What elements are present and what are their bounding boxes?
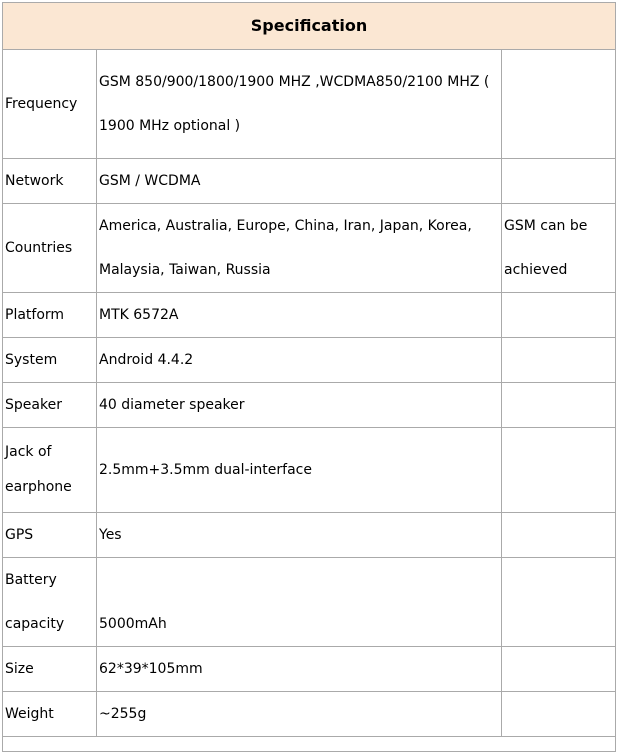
table-row [3, 692, 616, 737]
table-row [3, 558, 616, 647]
row-note [502, 159, 616, 204]
row-label: GPS [3, 513, 97, 558]
table-row [3, 338, 616, 383]
row-note [502, 50, 616, 159]
table-row [3, 204, 616, 293]
table-row-spacer [3, 737, 616, 752]
row-value: 40 diameter speaker [97, 383, 502, 428]
table-row [3, 159, 616, 204]
table-row [3, 647, 616, 692]
row-value: Yes [97, 513, 502, 558]
row-label: System [3, 338, 97, 383]
row-label: Weight [3, 692, 97, 737]
row-label: Size [3, 647, 97, 692]
table-row [3, 50, 616, 159]
row-value: GSM / WCDMA [97, 159, 502, 204]
row-label: Platform [3, 293, 97, 338]
row-note [502, 428, 616, 513]
row-note [502, 293, 616, 338]
table-row [3, 293, 616, 338]
row-note: GSM can be achieved [502, 204, 616, 293]
row-label: Battery capacity [3, 558, 97, 647]
row-value: Android 4.4.2 [97, 338, 502, 383]
row-value: America, Australia, Europe, China, Iran, Japan, Korea, Malaysia, Taiwan, Russia [97, 204, 502, 293]
table-row [3, 513, 616, 558]
row-value: 2.5mm+3.5mm dual-interface [97, 428, 502, 513]
row-value: GSM 850/900/1800/1900 MHZ ,WCDMA850/2100 MHZ ( 1900 MHz optional ) [97, 50, 502, 159]
row-value: ~255g [97, 692, 502, 737]
row-note [502, 558, 616, 647]
table-row [3, 428, 616, 513]
row-value: MTK 6572A [97, 293, 502, 338]
row-value: 5000mAh [97, 558, 502, 647]
row-value: 62*39*105mm [97, 647, 502, 692]
row-label: Frequency [3, 50, 97, 159]
row-note [502, 692, 616, 737]
row-label: Network [3, 159, 97, 204]
table-row [3, 383, 616, 428]
row-label: Countries [3, 204, 97, 293]
table-title: Specification [3, 3, 616, 50]
row-note [502, 513, 616, 558]
row-label: Jack of earphone [3, 428, 97, 513]
row-note [502, 647, 616, 692]
specification-table [2, 2, 616, 752]
row-note [502, 338, 616, 383]
table-header-row [3, 3, 616, 50]
row-note [502, 383, 616, 428]
row-label: Speaker [3, 383, 97, 428]
